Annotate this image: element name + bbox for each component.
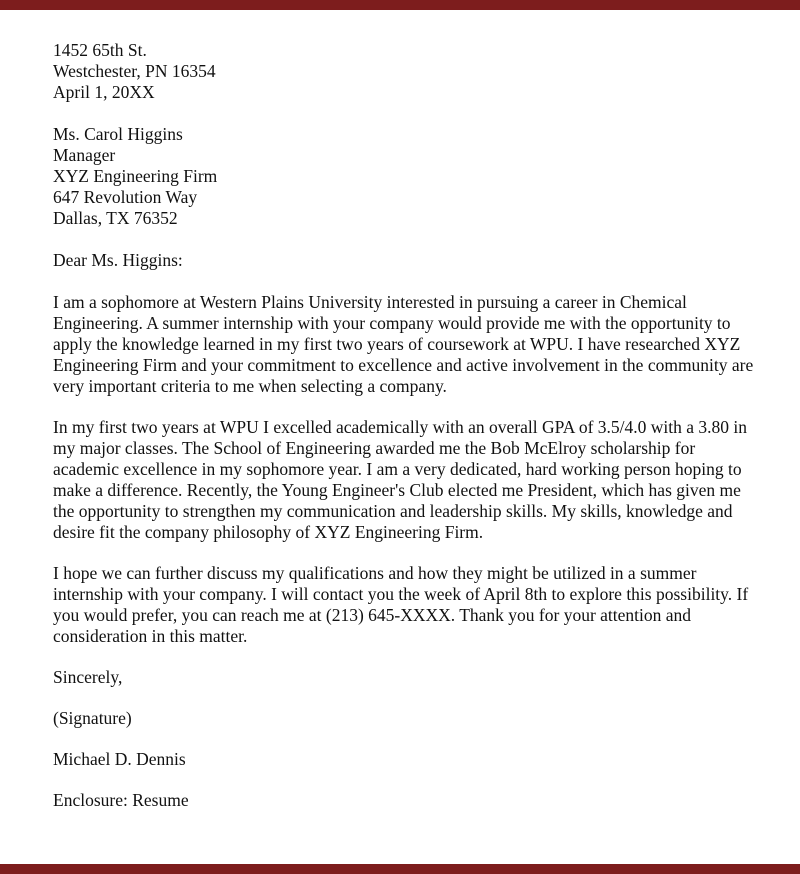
recipient-address-block xyxy=(53,124,756,229)
sender-street: 1452 65th St. xyxy=(53,40,147,60)
recipient-street: 647 Revolution Way xyxy=(53,187,198,207)
letter-content xyxy=(53,40,756,811)
body-paragraph-1: I am a sophomore at Western Plains University interested in pursuing a career in Chemical Engineering. A summer internship with your company would provide me with the opportunity to apply the knowledge learned in my first two years of coursework at WPU. I have researched XYZ Engineering Firm and your commitment to excellence and active involvement in the community are very important criteria to me when selecting a company. xyxy=(53,292,754,396)
salutation: Dear Ms. Higgins: xyxy=(53,250,183,270)
recipient-city-state-zip: Dallas, TX 76352 xyxy=(53,208,178,228)
letter-date: April 1, 20XX xyxy=(53,82,155,102)
recipient-title: Manager xyxy=(53,145,116,165)
enclosure-note: Enclosure: Resume xyxy=(53,790,189,810)
sender-address-block xyxy=(53,40,756,103)
body-paragraph-3: I hope we can further discuss my qualifications and how they might be utilized in a summer internship with your company. I will contact you the week of April 8th to explore this possibility. If you would prefer, you can reach me at (213) 645-XXXX. Thank you for your attention and consideration in this matter. xyxy=(53,563,749,646)
top-border-bar xyxy=(0,0,800,10)
recipient-company: XYZ Engineering Firm xyxy=(53,166,218,186)
sender-city-state-zip: Westchester, PN 16354 xyxy=(53,61,216,81)
signer-name: Michael D. Dennis xyxy=(53,749,186,769)
bottom-border-bar xyxy=(0,864,800,874)
signature-placeholder: (Signature) xyxy=(53,708,132,728)
closing-sincerely: Sincerely, xyxy=(53,667,123,687)
recipient-name: Ms. Carol Higgins xyxy=(53,124,183,144)
body-paragraph-2: In my first two years at WPU I excelled academically with an overall GPA of 3.5/4.0 with a 3.80 in my major classes. The School of Engineering awarded me the Bob McElroy scholarship for academic excellence in my sophomore year. I am a very dedicated, hard working person hoping to make a difference. Recently, the Young Engineer's Club elected me President, which has given me the opportunity to strengthen my communication and leadership skills. My skills, knowledge and desire fit the company philosophy of XYZ Engineering Firm. xyxy=(53,417,748,542)
